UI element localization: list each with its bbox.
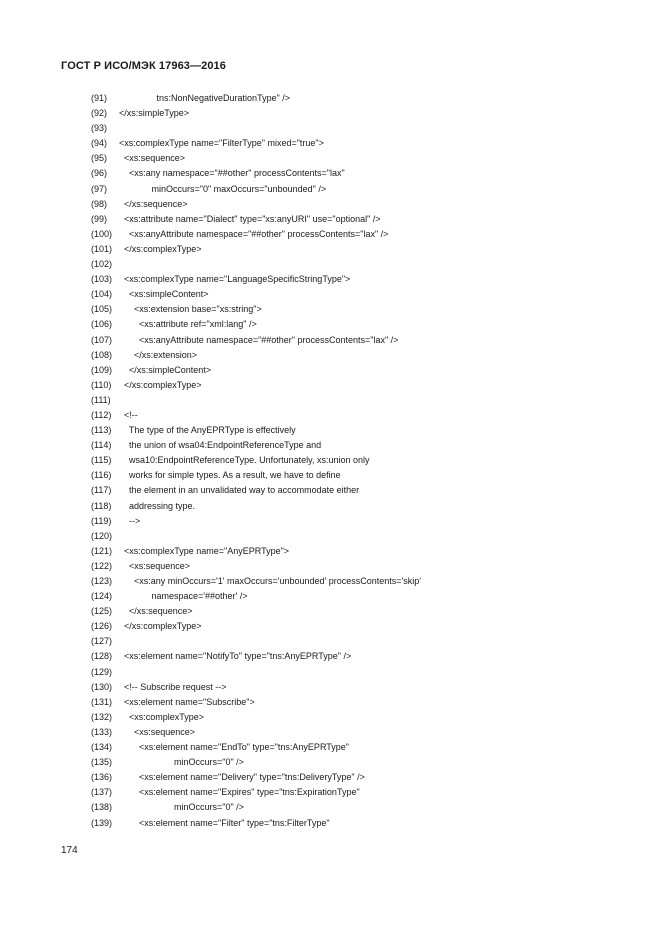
code-line — [0, 619, 661, 634]
line-code: the element in an unvalidated way to accommodate either — [119, 485, 360, 496]
line-code: </xs:simpleContent> — [119, 364, 212, 375]
code-line — [0, 680, 661, 695]
line-number: (124) — [91, 591, 113, 602]
line-code: <xs:simpleContent> — [119, 289, 209, 300]
code-line — [0, 317, 661, 332]
code-line — [0, 363, 661, 378]
line-number: (113) — [91, 425, 112, 436]
code-line — [0, 740, 661, 755]
line-number: (118) — [91, 500, 112, 511]
line-number: (125) — [91, 606, 113, 617]
line-code: <xs:element name="NotifyTo" type="tns:AnyEPRType" /> — [119, 651, 352, 662]
code-line — [0, 438, 661, 453]
line-code: <xs:element name="Subscribe"> — [119, 696, 255, 707]
line-number: (94) — [91, 138, 108, 149]
line-code: <xs:sequence> — [119, 153, 186, 164]
line-code: <xs:complexType name="LanguageSpecificStringType"> — [119, 274, 351, 285]
line-code: <xs:element name="Delivery" type="tns:DeliveryType" /> — [119, 772, 365, 783]
code-line — [0, 529, 661, 544]
line-number: (135) — [91, 757, 113, 768]
code-line — [0, 136, 661, 151]
line-number: (130) — [91, 681, 113, 692]
code-line — [0, 197, 661, 212]
line-code: <xs:sequence> — [119, 726, 196, 737]
line-code: the union of wsa04:EndpointReferenceType and — [119, 440, 322, 451]
line-code: <xs:any minOccurs='1' maxOccurs='unbounded' processContents='skip' — [119, 576, 421, 586]
code-line — [0, 121, 661, 136]
line-code: </xs:complexType> — [119, 243, 202, 254]
code-line — [0, 91, 661, 106]
line-number: (139) — [91, 817, 113, 828]
line-number: (103) — [91, 274, 113, 285]
line-code: </xs:extension> — [119, 349, 198, 360]
line-code: namespace='##other' /> — [119, 591, 248, 602]
line-number: (108) — [91, 349, 113, 360]
line-code: tns:NonNegativeDurationType" /> — [119, 93, 291, 103]
code-line — [0, 770, 661, 785]
line-number: (97) — [91, 183, 108, 194]
line-code: --> — [119, 515, 141, 526]
code-line — [0, 302, 661, 317]
code-line — [0, 408, 661, 423]
line-number: (110) — [91, 379, 112, 390]
line-number: (119) — [91, 515, 112, 526]
line-code: </xs:sequence> — [119, 606, 193, 617]
line-number: (101) — [91, 243, 113, 254]
line-number: (120) — [91, 530, 113, 541]
code-line — [0, 272, 661, 287]
code-line — [0, 227, 661, 242]
code-line — [0, 151, 661, 166]
line-code: <xs:complexType name="AnyEPRType"> — [119, 545, 290, 556]
code-line — [0, 785, 661, 800]
line-number: (117) — [91, 485, 112, 496]
code-line — [0, 166, 661, 181]
code-line — [0, 499, 661, 514]
line-number: (127) — [91, 636, 113, 647]
line-number: (121) — [91, 545, 113, 556]
line-number: (93) — [91, 123, 108, 134]
code-line — [0, 589, 661, 604]
line-number: (95) — [91, 153, 108, 164]
code-line — [0, 287, 661, 302]
line-number: (111) — [91, 394, 111, 405]
line-number: (92) — [91, 108, 108, 119]
line-number: (109) — [91, 364, 113, 375]
line-code: <xs:extension base="xs:string"> — [119, 304, 262, 315]
line-number: (129) — [91, 666, 113, 677]
line-number: (102) — [91, 259, 113, 270]
code-line — [0, 695, 661, 710]
line-code: <xs:complexType> — [119, 711, 205, 722]
code-line — [0, 453, 661, 468]
code-line — [0, 333, 661, 348]
code-line — [0, 106, 661, 121]
code-line — [0, 559, 661, 574]
line-code: wsa10:EndpointReferenceType. Unfortunately, xs:union only — [119, 455, 370, 466]
code-line — [0, 378, 661, 393]
line-number: (134) — [91, 742, 113, 753]
line-number: (106) — [91, 319, 113, 330]
line-number: (116) — [91, 470, 112, 481]
line-number: (126) — [91, 621, 113, 632]
code-line — [0, 574, 661, 589]
line-code: minOccurs="0" maxOccurs="unbounded" /> — [119, 183, 327, 194]
line-code: <!-- — [119, 409, 138, 420]
line-code: </xs:simpleType> — [119, 108, 190, 119]
code-line — [0, 755, 661, 770]
line-number: (137) — [91, 787, 113, 798]
code-line — [0, 212, 661, 227]
line-code: <xs:any namespace="##other" processContents="lax" — [119, 168, 345, 179]
line-number: (114) — [91, 440, 112, 451]
code-line — [0, 816, 661, 831]
line-number: (128) — [91, 651, 113, 662]
line-number: (123) — [91, 576, 113, 586]
code-line — [0, 483, 661, 498]
code-line — [0, 634, 661, 649]
line-number: (105) — [91, 304, 113, 315]
code-line — [0, 649, 661, 664]
line-code: works for simple types. As a result, we have to define — [119, 470, 341, 481]
line-code: <xs:element name="Filter" type="tns:FilterType" — [119, 817, 330, 828]
line-number: (115) — [91, 455, 112, 466]
code-line — [0, 468, 661, 483]
line-number: (100) — [91, 228, 113, 239]
page-number: 174 — [61, 845, 78, 856]
line-number: (99) — [91, 213, 108, 224]
line-code: <xs:element name="Expires" type="tns:ExpirationType" — [119, 787, 360, 798]
code-line — [0, 182, 661, 197]
code-line — [0, 710, 661, 725]
line-code: <!-- Subscribe request --> — [119, 681, 227, 692]
line-code: addressing type. — [119, 500, 196, 511]
line-number: (96) — [91, 168, 108, 179]
code-line — [0, 800, 661, 815]
line-code: </xs:sequence> — [119, 198, 188, 209]
line-code: </xs:complexType> — [119, 621, 202, 632]
line-number: (136) — [91, 772, 113, 783]
line-number: (104) — [91, 289, 113, 300]
line-number: (112) — [91, 409, 112, 420]
code-line — [0, 725, 661, 740]
code-line — [0, 348, 661, 363]
line-number: (122) — [91, 560, 113, 571]
line-number: (131) — [91, 696, 113, 707]
line-number: (91) — [91, 93, 108, 103]
code-line — [0, 544, 661, 559]
code-line — [0, 257, 661, 272]
line-code: <xs:anyAttribute namespace="##other" processContents="lax" /> — [119, 334, 399, 345]
line-number: (107) — [91, 334, 113, 345]
line-number: (132) — [91, 711, 113, 722]
line-code: minOccurs="0" /> — [119, 757, 244, 768]
line-code: <xs:attribute ref="xml:lang" /> — [119, 319, 257, 330]
line-number: (98) — [91, 198, 108, 209]
line-code: <xs:anyAttribute namespace="##other" processContents="lax" /> — [119, 228, 389, 239]
code-line — [0, 514, 661, 529]
line-code: <xs:sequence> — [119, 560, 191, 571]
code-line — [0, 665, 661, 680]
code-listing — [0, 91, 661, 831]
page-header-title: ГОСТ Р ИСО/МЭК 17963—2016 — [61, 60, 226, 72]
line-code: </xs:complexType> — [119, 379, 202, 390]
code-line — [0, 423, 661, 438]
line-number: (133) — [91, 726, 113, 737]
code-line — [0, 393, 661, 408]
line-code: <xs:attribute name="Dialect" type="xs:anyURI" use="optional" /> — [119, 213, 381, 224]
line-code: minOccurs="0" /> — [119, 802, 244, 813]
code-line — [0, 604, 661, 619]
line-code: <xs:element name="EndTo" type="tns:AnyEPRType" — [119, 742, 349, 753]
code-line — [0, 242, 661, 257]
line-code: <xs:complexType name="FilterType" mixed="true"> — [119, 138, 324, 149]
line-number: (138) — [91, 802, 113, 813]
line-code: The type of the AnyEPRType is effectively — [119, 425, 296, 436]
